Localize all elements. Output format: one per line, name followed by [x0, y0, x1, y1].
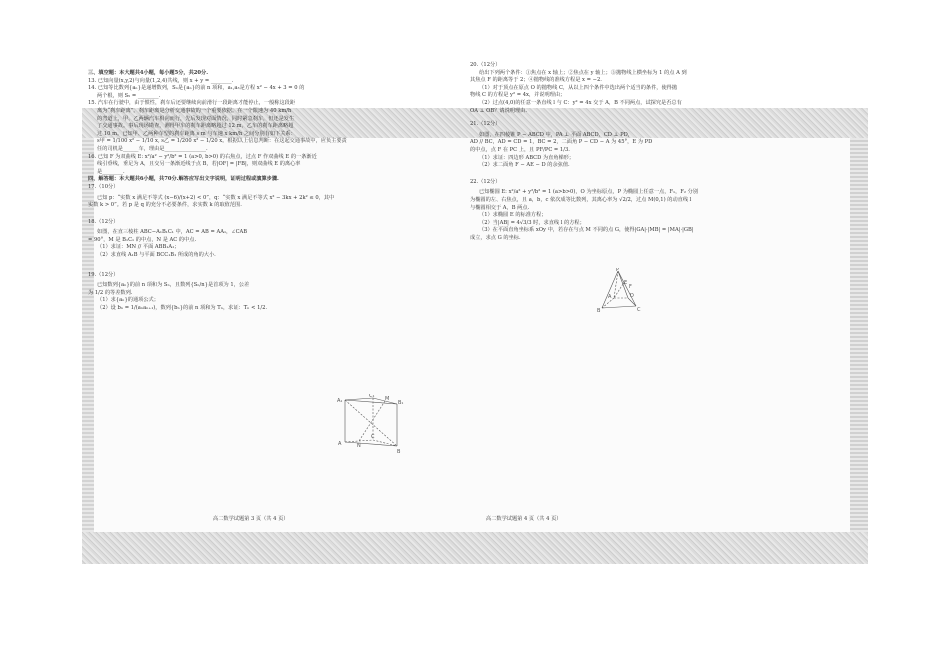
section-fill-in-title: 三、填空题：本大题共4小题，每小题5分，共20分.: [88, 70, 208, 76]
q18-line: 如图，在直三棱柱 ABC−A₁B₁C₁ 中，AC = AB = AA₁，∠CAB: [97, 229, 248, 236]
prism-label: B₁: [398, 400, 404, 406]
prism-label: A₁: [337, 398, 343, 404]
q18-line: （1）求证：MN // 平面 ABB₁A₁；: [97, 244, 180, 251]
q20-line: OA ⊥ OB？请说明理由.: [470, 107, 528, 114]
q21-line: （2）求二面角 F − AE − D 的余弦值.: [479, 162, 570, 169]
q15-line: 15. 汽车在行驶中，由于惯性，刹车后还要继续向前滑行一段距离才能停止，一般称这段距: [88, 100, 296, 107]
q19-heading: 19.（12分）: [88, 271, 119, 278]
q16-line: 是________.: [97, 168, 125, 175]
q19-line: 为 1/2 的等差数列.: [88, 289, 133, 296]
pyramid-label: A: [608, 294, 612, 300]
pyramid-label: C: [637, 307, 641, 313]
prism-figure: [335, 394, 405, 456]
prism-label: B: [397, 449, 401, 455]
q22-line: （2）当|AB| = 4√3/3 时，求直线 l 的方程；: [479, 219, 585, 226]
q13-line: 13. 已知向量(x,y,2)与向量(1,2,4)共线，则 x + y = ________.: [88, 77, 234, 84]
q15-line: 的弯道上，甲、乙两辆汽车相向而行，先后发现对面情况，同时紧急刹车，但还是发生: [97, 115, 295, 122]
q20-line: （1）对于顶点在原点 O 的抛物线 C，从以上四个条件中选出两个适当的条件，使得抛: [479, 84, 678, 91]
q20-line: 物线 C 的方程是 y² = 4x，并说明理由；: [470, 92, 566, 99]
scan-noise-bottom: [82, 532, 868, 564]
q21-line: （1）求证：四边形 ABCD 为直角梯形；: [479, 154, 575, 161]
q19-line: 已知数列{aₙ}的前 n 项和为 Sₙ，且数列{Sₙ/n}是首项为 1，公差: [97, 282, 250, 289]
pyramid-label: E: [624, 280, 628, 286]
q22-line: 已知椭圆 E: x²/a² + y²/b² = 1 (a>b>0)，O 为坐标原点，P 为椭圆上任意一点，F₁，F₂ 分别: [479, 189, 698, 196]
q22-line: （1）求椭圆 E 的标准方程；: [479, 212, 547, 219]
q22-line: （3）在平面直角坐标系 xOy 中，若存在与点 M 不同的点 G，使得|GA|·|MB| = |MA|·|GB|: [479, 227, 694, 234]
q21-line: 如图，在四棱锥 P − ABCD 中，PA ⊥ 平面 ABCD，CD ⊥ PD，: [479, 131, 633, 138]
q15-line: 过 10 m。已知甲、乙两种车型的刹车距离 s m 与车速 x km/h 之间分别有如下关系：: [97, 130, 296, 137]
right-column: [470, 62, 752, 242]
q20-line: 其焦点 F 的距离等于 2；④抛物线的准线方程是 x = −2.: [470, 77, 602, 84]
prism-label: C: [371, 434, 375, 440]
q16-line: 16. 已知 F 为双曲线 E: x²/a² − y²/b² = 1 (a>0, b>0) 的右焦点，过点 F 作双曲线 E 的一条渐近: [88, 153, 317, 160]
scan-noise-right: [850, 138, 868, 532]
q17-line: 已知 p：“实数 x 满足不等式 (x−6)/(x+2) < 0”，q：“实数 x 满足不等式 x² − 3kx + 2k² ≤ 0，其中: [97, 194, 335, 201]
prism-label: M: [385, 396, 390, 402]
pyramid-label: D: [630, 293, 634, 299]
q19-line: （1）求{aₙ}的通项公式；: [97, 297, 159, 304]
q17-line: 实数 k > 0”。若 p 是 q 的充分不必要条件，求实数 k 的取值范围.: [88, 202, 242, 209]
pyramid-figure: [596, 268, 644, 316]
q16-line: 线引垂线，垂足为 A，且交另一条渐近线于点 B，若|OF| = |FB|，则双曲线 E 的离心率: [97, 161, 301, 168]
left-column: [88, 70, 360, 313]
q14-line: 两个根，则 S₅ = ________.: [97, 92, 161, 99]
prism-label: A: [338, 441, 342, 447]
pyramid-label: F: [629, 284, 632, 290]
fill-in-questions: [88, 78, 360, 177]
q15-line: s甲 = 1/100 x² − 1/10 x, s乙 = 1/200 x² − 1/20 x。根据以上信息判断：在这起交通事故中，应负主要责: [97, 138, 347, 145]
page-footer-right: 高二数学试题第 4 页（共 4 页）: [486, 516, 562, 522]
q20-line: 给出下列两个条件：①焦点在 x 轴上；②焦点在 y 轴上；③抛物线上横坐标为 1 的点 A 到: [479, 69, 687, 76]
q15-line: 离为“刹车距离”。刹车距离是分析交通事故的一个重要依据。在一个限速为 40 km/h: [97, 107, 292, 114]
q17-heading: 17.（10分）: [88, 183, 119, 190]
q22-line: 为椭圆的左、右焦点，且 a，b，c 依次成等比数列，其离心率为 √2/2，过点 M(0,1) 的动直线 l: [470, 196, 692, 203]
q21-line: 的中点，点 F 在 PC 上，且 PF/PC = 1/3.: [470, 146, 570, 153]
q15-line: 任的司机是______车，理由是________________.: [97, 145, 208, 152]
q15-line: 了交通事故。事后现场勘查，测得甲车的刹车距离略超过 12 m，乙车的刹车距离略超: [97, 123, 294, 130]
q20-heading: 20.（12分）: [470, 62, 501, 68]
q20-line: （2）过点(4,0)的任意一条直线 l 与 C：y² = 4x 交于 A，B 不同两点，试探究是否总有: [479, 99, 682, 106]
q22-line: 与椭圆相交于 A，B 两点.: [470, 204, 530, 211]
q22-heading: 22.（12分）: [470, 178, 501, 185]
prism-label: N: [357, 443, 361, 449]
prism-label: C₁: [369, 394, 375, 399]
pyramid-label: P: [616, 268, 620, 273]
q18-heading: 18.（12分）: [88, 218, 119, 225]
q21-line: AD // BC，AD = CD = 1，BC = 2，二面角 P − CD − A 为 45°，E 为 PD: [470, 139, 653, 146]
q22-line: 成立，求点 G 的坐标.: [470, 234, 521, 241]
pyramid-label: B: [597, 308, 601, 314]
q21-heading: 21.（12分）: [470, 121, 501, 128]
q19-line: （2）设 bₙ = 1/(aₙaₙ₊₁)，数列{bₙ}的前 n 项和为 Tₙ，求证：Tₙ < 1/2.: [97, 305, 268, 312]
page-footer-left: 高二数学试题第 3 页（共 4 页）: [213, 516, 289, 522]
q18-line: （2）求直线 A₁B 与平面 BCC₁B₁ 所成的角的大小.: [97, 252, 216, 259]
q18-line: = 90°，M 是 B₁C₁ 的中点，N 是 AC 的中点.: [88, 236, 197, 243]
section-solution-title: 四、解答题：本大题共6小题，共70分.解答应写出文字说明，证明过程或演算步骤.: [88, 176, 279, 183]
q14-line: 14. 已知等比数列{aₙ}是递增数列，Sₙ是{aₙ}的前 n 项和，a₁,a₃是方程 x² − 4x + 3 = 0 的: [88, 85, 305, 92]
